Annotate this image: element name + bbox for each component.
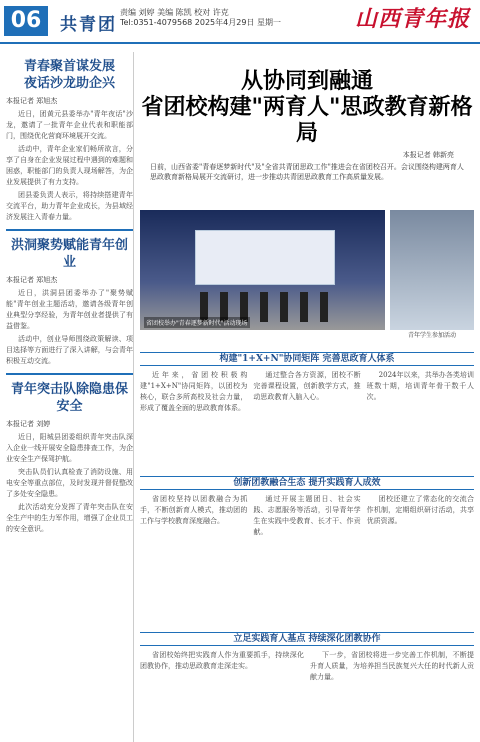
byline: 本报记者 刘婷 [6,420,51,428]
byline: 本报记者 郑旭杰 [6,97,58,105]
page-header [0,0,480,44]
paragraph: 下一步，省团校将进一步完善工作机制，不断提升育人质量，为培养担当民族复兴大任的时代新人贡献力量。 [310,651,474,681]
person [260,292,268,322]
paragraph: 活动中，青年企业家们畅所欲言，分享了自身在企业发展过程中遇到的难题和困惑，职能部门的负责人现场解答，为企业发展提供了有力支持。 [6,145,133,186]
paragraph: 近日，洪洞县团委举办了"聚势赋能"青年创业主题活动，邀请各级青年创业典型分享经验，为青年创业者提供了有益借鉴。 [6,289,133,330]
page-number: 06 [4,6,48,36]
divider [6,229,133,231]
newspaper-logo: 山西青年报 [354,6,470,32]
subheading: 构建"1+X+N"协同矩阵 完善思政育人体系 [140,352,474,366]
paragraph: 团县委负责人表示，将持续搭建青年交流平台，助力青年企业成长，为县域经济发展注入青春力量。 [6,191,133,221]
article-title: 青年突击队除隐患保安全 [10,382,128,414]
paragraph: 通过整合各方资源，团校不断完善课程设置，创新教学方式，推动思政教育入脑入心。 [253,371,361,401]
person [320,292,328,322]
author: 本报记者 韩新亮 [402,151,454,159]
masthead-info: 责编 刘婷 美编 陈凯 校对 许克 Tel:0351-4079568 2025年4月29日 星期一 [120,8,281,27]
photo-caption: 省团校举办"青春逐梦新时代"活动现场 [144,317,250,328]
paragraph: 近日，阳城县团委组织青年突击队深入企业一线开展安全隐患排查工作，为企业安全生产保驾护航。 [6,433,133,463]
paragraph: 2024年以来，共举办各类培训班数十期，培训青年骨干数千人次。 [366,371,474,401]
paragraph: 省团校始终把实践育人作为重要抓手，持续深化团教协作，推动思政教育走深走实。 [140,651,304,670]
article-title: 洪洞聚势赋能青年创业 [10,238,128,270]
person [280,292,288,322]
body-text [140,650,474,685]
subheading: 立足实践育人基点 持续深化团教协作 [140,632,474,646]
paragraph: 活动中，创业导师围绕政策解读、项目选择等方面进行了深入讲解，与会青年积极互动交流。 [6,335,133,365]
paragraph: 突击队员们认真检查了消防设施、用电安全等重点部位，及时发现并督促整改了多处安全隐患。 [6,468,133,498]
headline: 从协同到融通 省团校构建"两育人"思政教育新格局 [141,68,473,146]
paragraph: 团校还建立了常态化的交流合作机制，定期组织研讨活动，共享优质资源。 [366,495,474,525]
divider [6,373,133,375]
event-photo [140,210,385,330]
subheading: 创新团教融合生态 提升实践育人成效 [140,476,474,490]
byline: 本报记者 郑旭杰 [6,276,58,284]
paragraph: 通过开展主题团日、社会实践、志愿服务等活动，引导青年学生在实践中受教育、长才干、作贡献。 [253,495,361,536]
section-title: 共青团 [60,15,117,35]
person [300,292,308,322]
paragraph: 近日，团黄元县委举办"青年夜话"沙龙，邀请了一批青年企业代表和职能部门，围绕优化营商环境展开交流。 [6,110,133,140]
side-photo [390,210,474,330]
left-column [6,52,134,742]
body-text [140,494,474,540]
main-article [140,52,474,184]
lead-paragraph: 日前，山西省委"青春逐梦新时代"及"全省共青团思政工作"推进会在省团校召开。会议围绕构建两育人思政教育新格局展开交流研讨，进一步推动共青团思政教育工作高质量发展。 [150,163,464,181]
article-title: 青春聚首谋发展 夜话沙龙助企兴 [23,59,115,91]
paragraph: 省团校坚持以团教融合为抓手，不断创新育人模式，推动团的工作与学校教育深度融合。 [140,495,248,525]
stage-backdrop [195,230,335,285]
body-text [140,370,474,416]
paragraph: 此次活动充分发挥了青年突击队在安全生产中的生力军作用，增强了企业员工的安全意识。 [6,503,133,533]
photo-caption: 青年学生参加活动 [407,332,456,339]
paragraph: 近年来，省团校积极构建"1+X+N"协同矩阵，以团校为核心，联合多所高校及社会力量，形成了覆盖全面的思政教育体系。 [140,371,248,412]
